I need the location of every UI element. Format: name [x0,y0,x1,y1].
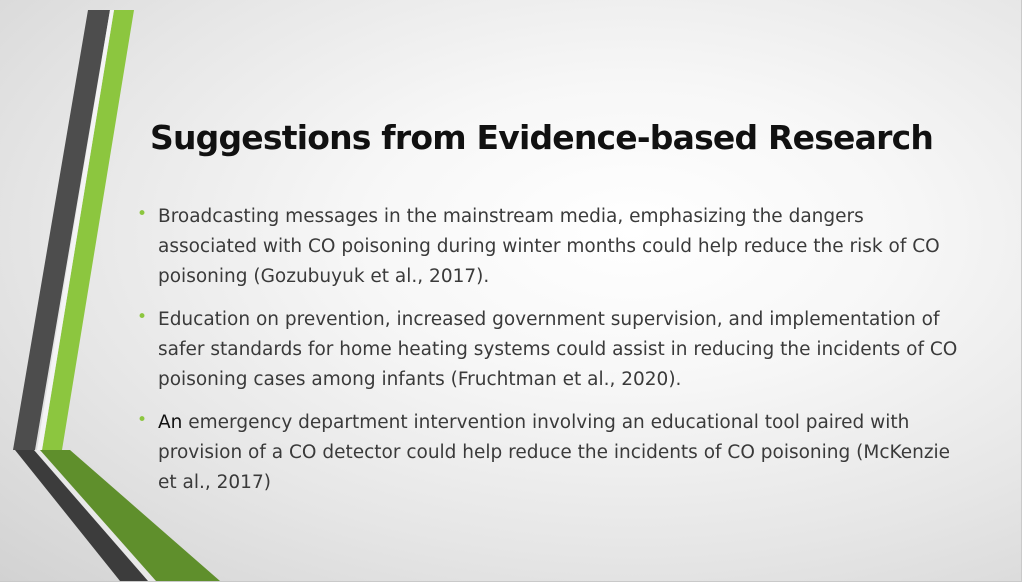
bullet-list [137,202,968,511]
bullet-text-2: Education on prevention, increased government supervision, and implementation of safer standards for home heating systems could assist in reducing the incidents of CO poisoning cases among infants (Fruchtman et al., 2020). [158,309,958,390]
bullet-item-3 [137,408,968,498]
bullet-dot-icon: • [137,307,148,327]
bullet-lead-3: An [158,412,183,433]
bullet-dot-icon: • [137,410,148,430]
bullet-item-1 [137,202,968,292]
bullet-text-3: emergency department intervention involving an educational tool paired with provision of a CO detector could help reduce the incidents of CO poisoning (McKenzie et al., 2017) [158,412,951,493]
slide-title: Suggestions from Evidence-based Research [150,118,934,157]
stripe-gap-shape [37,10,114,450]
bullet-text-1: Broadcasting messages in the mainstream media, emphasizing the dangers associated with CO poisoning during winter months could help reduce the risk of CO poisoning (Gozubuyuk et al., 2017). [158,206,940,287]
bullet-dot-icon: • [137,204,148,224]
bullet-item-2 [137,305,968,395]
